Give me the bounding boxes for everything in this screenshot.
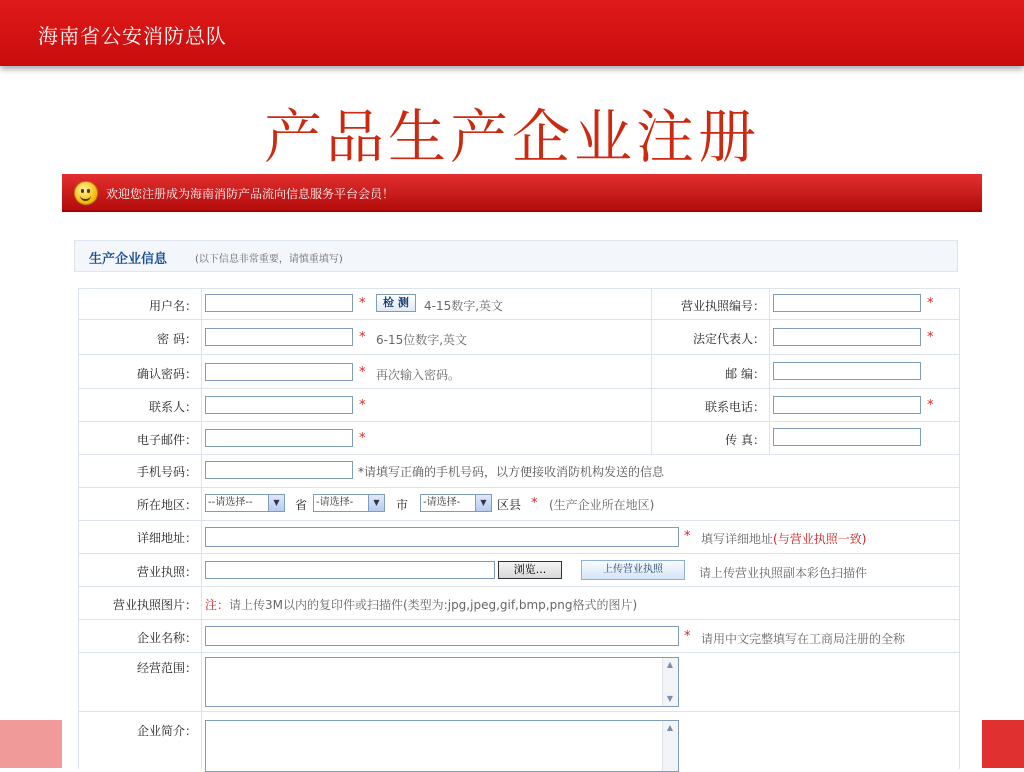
row-company-name [79,620,959,653]
license-file-input[interactable] [205,561,495,579]
row-business-scope [79,653,959,712]
address-hint-emphasis: (与营业执照一致) [773,532,867,546]
required-mark: * [684,529,691,544]
legal-rep-input[interactable] [773,328,921,346]
chevron-down-icon: ▼ [268,495,284,511]
confirm-password-label: 确认密码： [136,367,197,381]
upload-license-button[interactable]: 上传营业执照 [581,560,685,580]
company-name-input[interactable] [205,626,679,646]
row-mobile [79,455,959,488]
company-name-hint: 请用中文完整填写在工商局注册的全称 [701,632,906,646]
required-mark: * [359,398,366,413]
email-input[interactable] [205,429,353,447]
password-hint: 6-15位数字,英文 [376,333,468,347]
smiley-icon [74,181,98,205]
required-mark: * [531,496,538,511]
region-label: 所在地区： [136,498,197,512]
username-hint: 4-15数字,英文 [424,299,504,313]
postcode-label: 邮 编： [725,367,765,381]
address-label: 详细地址： [136,531,197,545]
top-banner [0,0,1024,66]
required-mark: * [359,296,366,311]
browse-button[interactable]: 浏览... [498,561,562,579]
row-username [79,289,959,320]
address-hint: 填写详细地址 [701,532,774,546]
province-unit: 省 [295,498,308,512]
welcome-bar [62,174,982,212]
contact-input[interactable] [205,396,353,414]
registration-form [78,288,960,769]
business-scope-textarea[interactable] [205,657,679,707]
fax-input[interactable] [773,428,921,446]
license-no-input[interactable] [773,294,921,312]
scroll-down-icon: ▼ [666,694,674,703]
required-mark: * [359,330,366,345]
row-contact [79,389,959,422]
scroll-up-icon: ▲ [666,660,674,669]
page-title: 产品生产企业注册 [263,103,760,171]
scrollbar[interactable] [662,721,678,771]
province-select[interactable]: --请选择-- ▼ [205,494,285,512]
chevron-down-icon: ▼ [475,495,491,511]
password-label: 密 码： [157,332,197,346]
company-name-label: 企业名称： [136,631,197,645]
confirm-password-hint: 再次输入密码。 [376,368,461,382]
business-scope-label: 经营范围： [136,661,197,675]
required-mark: * [359,431,366,446]
scrollbar[interactable] [662,658,678,706]
required-mark: * [927,330,934,345]
required-mark: * [927,398,934,413]
required-mark: * [359,365,366,380]
county-select[interactable]: -请选择- ▼ [420,494,492,512]
decorative-corner-left [0,720,62,768]
postcode-input[interactable] [773,362,921,380]
email-label: 电子邮件： [136,433,197,447]
row-license-image [79,587,959,620]
row-license [79,554,959,587]
fax-label: 传 真： [725,433,765,447]
license-image-note: 请上传3M以内的复印件或扫描件(类型为:jpg,jpeg,gif,bmp,png格式的图片) [229,598,638,612]
mobile-hint: *请填写正确的手机号码，以方便接收消防机构发送的信息 [358,465,665,479]
chevron-down-icon: ▼ [368,495,384,511]
row-confirm-password [79,355,959,389]
confirm-password-input[interactable] [205,363,353,381]
license-image-label: 营业执照图片： [112,598,197,612]
phone-input[interactable] [773,396,921,414]
contact-label: 联系人： [148,400,197,414]
mobile-input[interactable] [205,461,353,479]
region-hint: (生产企业所在地区) [549,498,655,512]
company-intro-textarea[interactable] [205,720,679,772]
scroll-up-icon: ▲ [666,723,674,732]
company-intro-label: 企业简介： [136,724,197,738]
registration-panel [62,174,982,768]
license-hint: 请上传营业执照副本彩色扫描件 [699,566,868,580]
row-address [79,521,959,554]
address-input[interactable] [205,527,679,547]
license-no-label: 营业执照编号： [680,299,765,313]
county-unit: 区县 [497,498,522,512]
mobile-label: 手机号码： [136,465,197,479]
check-username-button[interactable]: 检 测 [376,294,416,312]
section-header [74,240,958,272]
row-company-intro [79,712,959,769]
city-unit: 市 [396,498,409,512]
org-name: 海南省公安消防总队 [38,24,227,48]
section-title: 生产企业信息 [89,252,168,267]
decorative-corner-right [982,720,1024,768]
legal-rep-label: 法定代表人： [692,332,765,346]
row-email [79,422,959,455]
phone-label: 联系电话： [704,400,765,414]
welcome-text: 欢迎您注册成为海南消防产品流向信息服务平台会员！ [106,187,395,201]
license-label: 营业执照： [136,565,197,579]
required-mark: * [927,296,934,311]
username-label: 用户名： [148,299,197,313]
note-prefix: 注： [205,598,230,612]
city-select[interactable]: -请选择- ▼ [313,494,385,512]
row-region [79,488,959,521]
password-input[interactable] [205,328,353,346]
section-note: (以下信息非常重要，请慎重填写) [195,254,343,265]
row-password [79,320,959,355]
required-mark: * [684,629,691,644]
username-input[interactable] [205,294,353,312]
